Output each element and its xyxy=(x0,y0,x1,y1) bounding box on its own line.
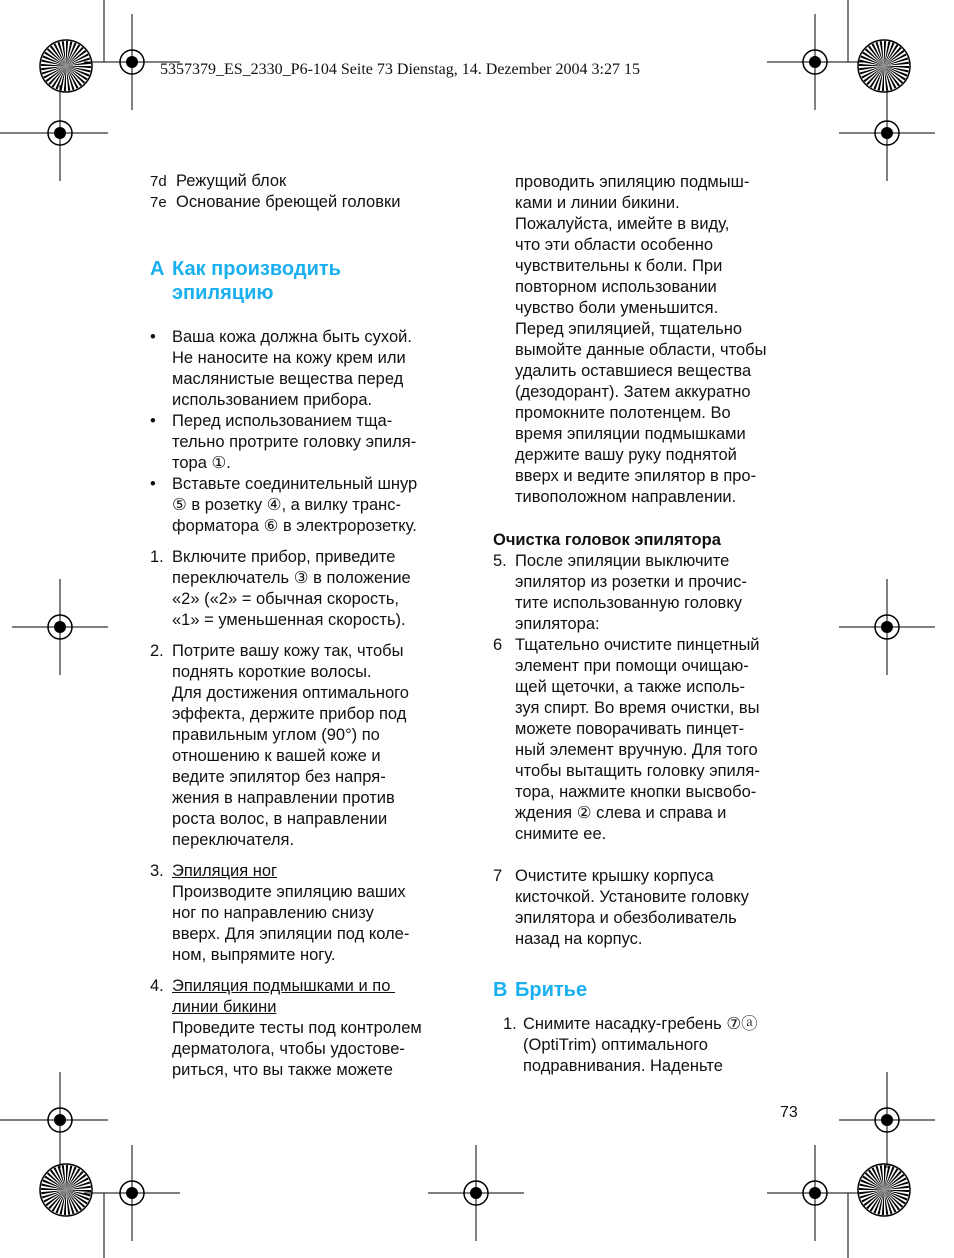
part-7e: 7e Основание бреющей головки xyxy=(150,193,401,211)
crosshair-dot xyxy=(126,56,138,68)
crosshair-dot xyxy=(54,1114,66,1126)
crosshair-dot xyxy=(54,127,66,139)
starburst-ray xyxy=(41,64,66,66)
starburst-ray xyxy=(66,66,91,68)
section-a-title: A Как производить эпиляцию xyxy=(150,258,341,304)
starburst-ray xyxy=(64,66,66,91)
step-2: 2. Потрите вашу кожу так, чтобы поднять короткие волосы. Для достижения оптимального эффекта, держите прибор под правильным углом (90°) по отношению к вашей коже и ведите эпилятор без напря- жения в направлении против роста волос, в направлении переключателя. xyxy=(150,642,409,849)
step-4-heading: Эпиляция подмышками и по xyxy=(172,977,395,995)
left-column xyxy=(150,171,470,1081)
starburst-ray xyxy=(64,1190,66,1215)
crosshair-dot xyxy=(881,621,893,633)
part-number-7d: 7d xyxy=(150,173,167,190)
step-5: 5. После эпиляции выключите эпилятор из розетки и прочис- тите использованную головку эпилятора: xyxy=(493,552,747,633)
starburst-ray xyxy=(66,1165,68,1190)
step-6: 6 Тщательно очистите пинцетный элемент при помощи очищаю- щей щеточки, а также исполь- зуя спирт. Во время очистки, вы можете поворачивать пинцет- ный элемент вручную. Для того чтобы вытащить головку эпиля- тора, нажмите кнопки высвобо- ждения ② слева и справа и снимите ее. xyxy=(493,636,760,843)
starburst-ray xyxy=(884,1165,886,1190)
page-number: 73 xyxy=(780,1104,798,1121)
starburst-ray xyxy=(41,1188,66,1190)
crosshair-dot xyxy=(809,56,821,68)
part-number-7e: 7e xyxy=(150,194,167,211)
list-item: • Ваша кожа должна быть сухой. Не наносите на кожу крем или маслянистые вещества перед использованием прибора. xyxy=(150,328,412,409)
starburst-ray xyxy=(859,1188,884,1190)
crosshair-dot xyxy=(881,127,893,139)
shave-step-1: 1. Снимите насадку-гребень ⑦ⓐ (OptiTrim) оптимального подравнивания. Наденьте xyxy=(503,1015,758,1075)
step-3: 3. Эпиляция ног Производите эпиляцию ваших ног по направлению снизу вверх. Для эпиляции под коле- ном, выпрямите ногу. xyxy=(150,862,410,964)
starburst-ray xyxy=(884,66,909,68)
crosshair-dot xyxy=(126,1187,138,1199)
starburst-ray xyxy=(66,1190,91,1192)
section-b-title: B Бритье xyxy=(493,979,588,1001)
starburst-ray xyxy=(882,1190,884,1215)
cleaning-title: Очистка головок эпилятора xyxy=(493,531,721,549)
step-1: 1. Включите прибор, приведите переключатель ③ в положение «2» («2» = обычная скорость, «1» = уменьшенная скорость). xyxy=(150,548,411,629)
crosshair-dot xyxy=(54,621,66,633)
starburst-ray xyxy=(882,66,884,91)
crosshair-dot xyxy=(470,1187,482,1199)
part-7d: 7d Режущий блок xyxy=(150,172,287,190)
starburst-ray xyxy=(859,64,884,66)
bullet-list xyxy=(150,327,470,537)
starburst-ray xyxy=(884,1190,909,1192)
step-7: 7 Очистите крышку корпуса кисточкой. Установите головку эпилятора и обезболиватель назад на корпус. xyxy=(493,867,749,948)
starburst-ray xyxy=(66,41,68,66)
step-4-continuation: проводить эпиляцию подмыш- ками и линии бикини. Пожалуйста, имейте в виду, что эти области особенно чувствительны к боли. При повторном использовании чувство боли уменьшится. Перед эпиляцией, тщательно вымойте данные области, чтобы удалить оставшиеся вещества (дезодорант). Затем аккуратно промокните полотенцем. Во время эпиляции подмышками держите вашу руку поднятой вверх и ведите эпилятор в про- тивоположном направлении. xyxy=(515,173,767,506)
list-item: • Перед использованием тща- тельно протрите головку эпиля- тора ①. xyxy=(150,412,417,472)
crosshair-dot xyxy=(809,1187,821,1199)
starburst-ray xyxy=(884,41,886,66)
crosshair-dot xyxy=(881,1114,893,1126)
step-3-heading: Эпиляция ног xyxy=(172,862,278,880)
step-4: 4. Эпиляция подмышками и по линии бикини Проведите тесты под контролем дерматолога, чтобы удостове- риться, что вы также можете xyxy=(150,977,422,1079)
right-column xyxy=(493,172,813,1077)
list-item: • Вставьте соединительный шнур ⑤ в розетку ④, а вилку транс- форматора ⑥ в электророзетку. xyxy=(150,475,418,535)
print-header: 5357379_ES_2330_P6-104 Seite 73 Dienstag, 14. Dezember 2004 3:27 15 xyxy=(160,61,640,78)
